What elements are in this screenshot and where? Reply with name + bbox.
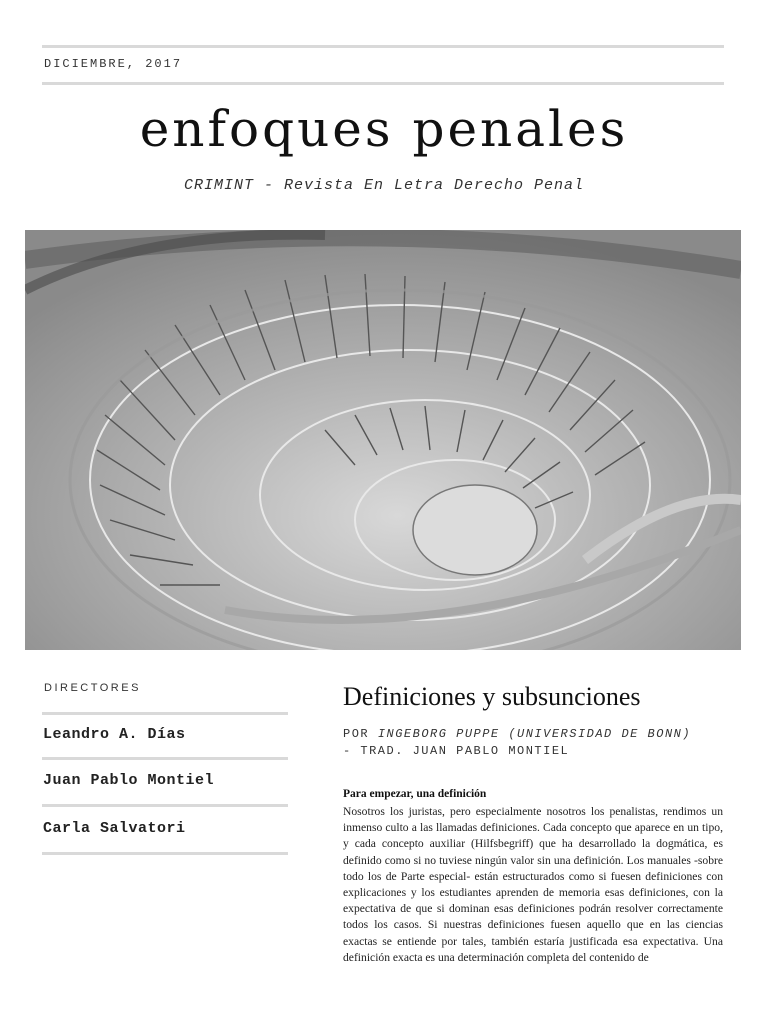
directors-rule <box>42 804 288 807</box>
director-name: Carla Salvatori <box>43 820 186 837</box>
article-body: Nosotros los juristas, pero especialmente nosotros los penalistas, rendimos un inmenso culto a las llamadas definiciones. Cada concepto que aparece en un tipo, y cada concepto auxiliar (Hilfsbegriff) que ha desarrollado la dogmática, es definido como si no tuviese ningún valor sin una definición. Los manuales -sobre todo los de Parte especial- están estructurados como si fuesen definiciones con explicaciones y los estudiantes aprenden de memoria esas definiciones, con la expectativa de que si dominan esas definiciones podrán resolver correctamente todos los casos. Si nuestras definiciones fuesen aquello que en las ciencias exactas se entiende por tales, también estaría justificada esa expectativa. Una definición exacta es una determinación completa del contenido de <box>343 805 723 964</box>
section-heading: Para empezar, una definición <box>343 788 487 800</box>
date-rule <box>42 82 724 85</box>
article-translator: - TRAD. JUAN PABLO MONTIEL <box>343 744 570 758</box>
directors-rule <box>42 757 288 760</box>
masthead-title: enfoques penales <box>139 100 629 158</box>
article-title: Definiciones y subsunciones <box>343 682 641 711</box>
article-byline <box>343 727 691 741</box>
top-rule <box>42 45 724 48</box>
cover-photo <box>25 230 741 650</box>
masthead-subtitle: CRIMINT - Revista En Letra Derecho Penal <box>183 177 585 194</box>
directors-label: DIRECTORES <box>44 682 141 694</box>
directors-rule <box>42 852 288 855</box>
director-name: Juan Pablo Montiel <box>43 772 215 789</box>
byline-author: INGEBORG PUPPE (UNIVERSIDAD DE BONN) <box>377 727 692 741</box>
director-name: Leandro A. Días <box>43 726 186 743</box>
directors-rule <box>42 712 288 715</box>
issue-date: DICIEMBRE, 2017 <box>44 57 183 71</box>
spiral-staircase-photo <box>25 230 741 650</box>
byline-prefix: POR <box>343 727 378 741</box>
